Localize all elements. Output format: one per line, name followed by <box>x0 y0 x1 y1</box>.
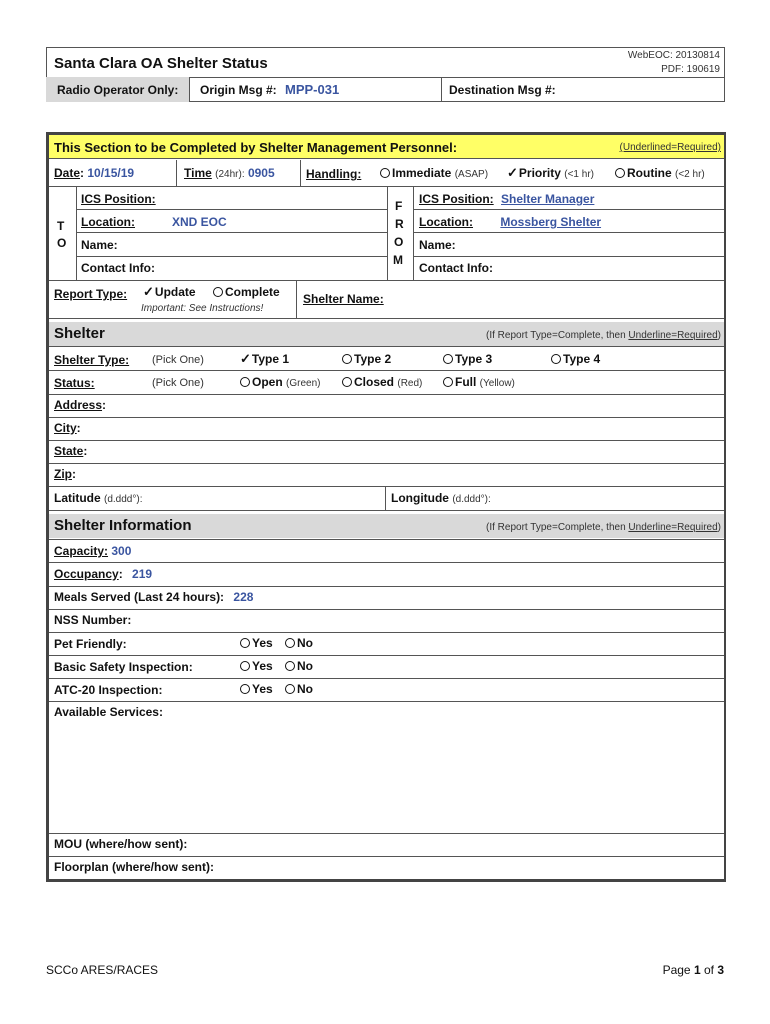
from-letter-m: M <box>393 253 403 267</box>
divider <box>49 609 724 610</box>
divider <box>300 160 301 186</box>
divider <box>385 486 386 510</box>
divider <box>49 562 724 563</box>
available-services-field[interactable]: Available Services: <box>54 705 163 719</box>
handling-immediate-option[interactable]: Immediate (ASAP) <box>380 166 488 180</box>
pet-no-option[interactable]: No <box>285 636 313 650</box>
destination-msg-label: Destination Msg #: <box>449 83 556 97</box>
radio-icon <box>240 377 250 387</box>
pick-one-note: (Pick One) <box>152 377 204 389</box>
required-note: (Underlined=Required) <box>619 142 721 153</box>
occupancy-field[interactable]: Occupancy: 219 <box>54 567 153 581</box>
webeoc-version: WebEOC: 20130814 <box>627 50 720 61</box>
divider <box>76 256 387 257</box>
radio-icon <box>342 377 352 387</box>
divider <box>49 417 724 418</box>
from-letter-r: R <box>395 217 404 231</box>
from-location-field[interactable]: Location: Mossberg Shelter <box>419 215 602 229</box>
handling-routine-option[interactable]: Routine (<2 hr) <box>615 166 705 180</box>
meals-value: 228 <box>233 590 254 604</box>
shelter-type-4-option[interactable]: Type 4 <box>551 352 600 366</box>
divider <box>49 440 724 441</box>
nss-number-label: NSS Number: <box>54 613 132 627</box>
mou-field[interactable]: MOU (where/how sent): <box>54 837 188 851</box>
from-letter-o: O <box>394 235 404 249</box>
atc-yes-option[interactable]: Yes <box>240 682 273 696</box>
capacity-field[interactable]: Capacity: 300 <box>54 544 132 558</box>
pdf-version: PDF: 190619 <box>661 64 720 75</box>
radio-icon <box>213 287 223 297</box>
safety-yes-option[interactable]: Yes <box>240 659 273 673</box>
latitude-field[interactable]: Latitude (d.ddd°): <box>54 491 143 505</box>
radio-icon <box>285 684 295 694</box>
to-ics-label: ICS Position: <box>81 192 156 206</box>
status-closed-option[interactable]: Closed (Red) <box>342 375 422 389</box>
address-field[interactable]: Address: <box>54 398 107 412</box>
atc20-inspection-label: ATC-20 Inspection: <box>54 683 163 697</box>
from-letter-f: F <box>395 199 403 213</box>
divider <box>49 486 724 487</box>
shelter-type-2-option[interactable]: Type 2 <box>342 352 391 366</box>
radio-icon <box>443 377 453 387</box>
shelter-name-field[interactable]: Shelter Name: <box>303 292 384 306</box>
radio-icon <box>443 354 453 364</box>
meals-field[interactable]: Meals Served (Last 24 hours): 228 <box>54 590 254 604</box>
radio-operator-label: Radio Operator Only: <box>57 83 179 97</box>
safety-no-option[interactable]: No <box>285 659 313 673</box>
divider <box>49 701 724 702</box>
to-letter-o: O <box>57 236 67 250</box>
radio-icon <box>240 684 250 694</box>
divider <box>49 346 724 347</box>
shelter-section-note: (If Report Type=Complete, then Underline=Required) <box>486 330 721 341</box>
date-label: Date <box>54 166 81 180</box>
status-full-option[interactable]: Full (Yellow) <box>443 375 515 389</box>
divider <box>49 280 724 281</box>
radio-icon <box>342 354 352 364</box>
origin-msg-label: Origin Msg #: <box>200 83 277 97</box>
city-field[interactable]: City: <box>54 421 81 435</box>
divider <box>76 209 387 210</box>
pick-one-note: (Pick One) <box>152 354 204 366</box>
divider <box>413 209 724 210</box>
handling-label: Handling: <box>306 167 362 181</box>
to-location-value[interactable]: XND EOC <box>172 215 227 229</box>
divider <box>49 678 724 679</box>
divider <box>413 256 724 257</box>
divider <box>49 318 724 319</box>
divider <box>49 632 724 633</box>
footer-org: SCCo ARES/RACES <box>46 963 159 977</box>
radio-icon <box>380 168 390 178</box>
shelter-type-1-option[interactable]: ✓Type 1 <box>240 351 290 366</box>
state-field[interactable]: State: <box>54 444 88 458</box>
info-section-title: Shelter Information <box>54 517 192 534</box>
report-update-option[interactable]: ✓Update <box>143 284 196 299</box>
handling-priority-option[interactable]: ✓Priority (<1 hr) <box>507 165 594 180</box>
divider <box>49 510 724 511</box>
from-location-value: Mossberg Shelter <box>500 215 602 229</box>
from-name-label: Name: <box>419 238 456 252</box>
main-form-box <box>46 132 726 882</box>
radio-icon <box>285 638 295 648</box>
divider <box>49 394 724 395</box>
shelter-section-title: Shelter <box>54 325 105 342</box>
time-value: 0905 <box>247 166 275 180</box>
time-note: (24hr): <box>215 169 245 180</box>
management-title: This Section to be Completed by Shelter Management Personnel: <box>54 140 458 155</box>
floorplan-field[interactable]: Floorplan (where/how sent): <box>54 860 215 874</box>
divider <box>49 856 724 857</box>
radio-icon <box>551 354 561 364</box>
page-number: Page 1 of 3 <box>662 963 724 977</box>
pet-friendly-label: Pet Friendly: <box>54 637 127 651</box>
divider <box>76 186 77 280</box>
atc-no-option[interactable]: No <box>285 682 313 696</box>
date-value: 10/15/19 <box>87 166 135 180</box>
pet-yes-option[interactable]: Yes <box>240 636 273 650</box>
radio-icon <box>615 168 625 178</box>
status-label: Status: <box>54 376 95 390</box>
radio-icon <box>240 661 250 671</box>
radio-icon <box>240 638 250 648</box>
divider <box>49 539 724 540</box>
divider <box>76 232 387 233</box>
checkmark-icon: ✓ <box>143 284 154 299</box>
divider <box>49 586 724 587</box>
capacity-value: 300 <box>111 544 132 558</box>
occupancy-value: 219 <box>132 567 153 581</box>
longitude-field[interactable]: Longitude (d.ddd°): <box>391 491 491 505</box>
divider <box>413 232 724 233</box>
divider <box>49 370 724 371</box>
to-location-label: Location: <box>81 215 135 229</box>
from-contact-label: Contact Info: <box>419 261 493 275</box>
divider <box>49 655 724 656</box>
from-ics-value: Shelter Manager <box>501 192 595 206</box>
shelter-type-3-option[interactable]: Type 3 <box>443 352 492 366</box>
form-title: Santa Clara OA Shelter Status <box>54 55 268 72</box>
to-letter-t: T <box>57 219 65 233</box>
to-name-label: Name: <box>81 238 118 252</box>
divider <box>413 186 414 280</box>
status-open-option[interactable]: Open (Green) <box>240 375 320 389</box>
divider <box>176 160 177 186</box>
from-ics-field[interactable]: ICS Position: Shelter Manager <box>419 192 595 206</box>
divider <box>49 833 724 834</box>
safety-inspection-label: Basic Safety Inspection: <box>54 660 193 674</box>
divider <box>296 280 297 318</box>
time-field[interactable] <box>184 166 275 180</box>
shelter-type-label: Shelter Type: <box>54 353 130 367</box>
important-note: Important: See Instructions! <box>141 303 264 314</box>
divider <box>387 186 388 280</box>
zip-field[interactable]: Zip: <box>54 467 76 481</box>
destination-divider <box>441 77 442 102</box>
report-complete-option[interactable]: Complete <box>213 285 280 299</box>
checkmark-icon: ✓ <box>507 165 518 180</box>
divider <box>49 463 724 464</box>
time-label: Time <box>184 166 212 180</box>
origin-msg-value[interactable]: MPP-031 <box>285 82 340 97</box>
radio-icon <box>285 661 295 671</box>
to-contact-label: Contact Info: <box>81 261 155 275</box>
date-field[interactable]: Date: 10/15/19 <box>54 166 135 180</box>
report-type-label: Report Type: <box>54 287 128 301</box>
info-section-note: (If Report Type=Complete, then Underline=Required) <box>486 522 721 533</box>
checkmark-icon: ✓ <box>240 351 251 366</box>
